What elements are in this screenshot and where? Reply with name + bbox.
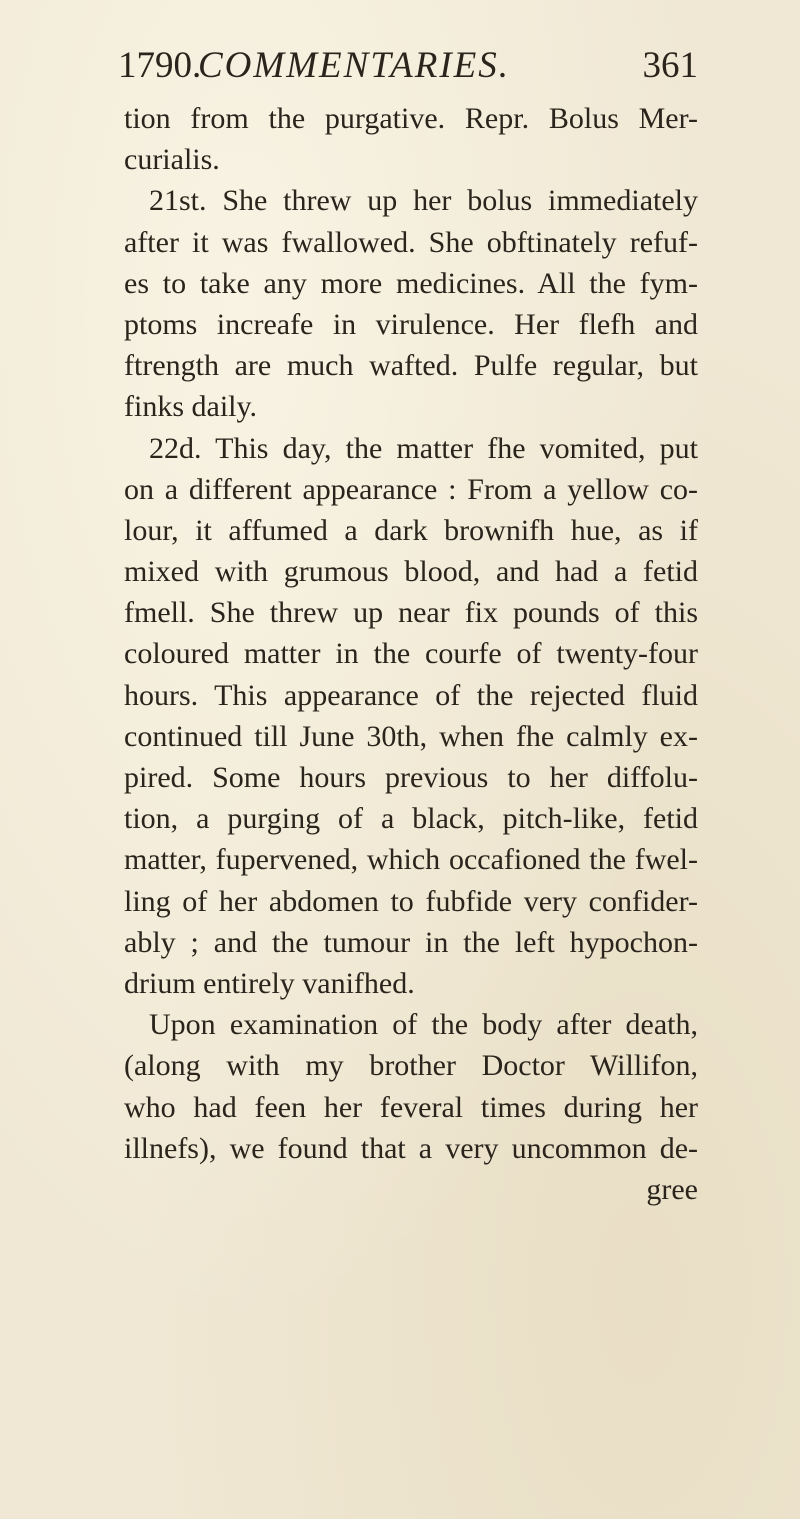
text-line: illnefs), we found that a very uncommon de- [124, 1131, 698, 1165]
text-line: Upon examination of the body after death, [149, 1008, 698, 1042]
running-header [118, 36, 698, 96]
text-line: mixed with grumous blood, and had a fetid [124, 555, 698, 589]
text-line: curialis. [124, 143, 220, 177]
text-line: drium entirely vanifhed. [124, 966, 415, 1000]
body-text [124, 98, 698, 1210]
header-year: 1790. [118, 45, 202, 86]
text-line: tion, a purging of a black, pitch-like, fetid [124, 802, 698, 836]
text-line: matter, fupervened, which occafioned the fwel- [124, 843, 698, 877]
text-line: ling of her abdomen to fubfide very confider- [124, 884, 698, 918]
text-line: fmell. She threw up near fix pounds of this [124, 596, 698, 630]
text-line: tion from the purgative. Repr. Bolus Mer- [124, 102, 698, 135]
text-line: es to take any more medicines. All the fym- [124, 266, 698, 300]
text-line: pired. Some hours previous to her diffolu- [124, 761, 698, 794]
text-line: after it was fwallowed. She obftinately refuf- [124, 225, 698, 259]
header-title: COMMENTARIES. [198, 45, 511, 86]
text-line: 22d. This day, the matter fhe vomited, put [149, 431, 698, 465]
text-line: coloured matter in the courfe of twenty-four [124, 637, 698, 671]
text-line: on a different appearance : From a yellow co- [124, 472, 698, 506]
text-line: (along with my brother Doctor Willifon, [124, 1049, 698, 1083]
text-line: finks daily. [124, 390, 258, 424]
text-line: ptoms increafe in virulence. Her flefh and [124, 307, 698, 341]
catchword: gree [646, 1172, 698, 1206]
page-number: 361 [642, 45, 698, 86]
text-line: who had feen her feveral times during her [124, 1090, 698, 1124]
text-line: continued till June 30th, when fhe calmly ex- [124, 719, 698, 753]
text-line: 21st. She threw up her bolus immediately [149, 184, 698, 218]
text-line: lour, it affumed a dark brownifh hue, as if [124, 513, 698, 547]
text-line: ftrength are much wafted. Pulfe regular, but [124, 349, 698, 383]
text-line: hours. This appearance of the rejected fluid [124, 678, 698, 712]
text-line: ably ; and the tumour in the left hypochon- [124, 925, 698, 959]
